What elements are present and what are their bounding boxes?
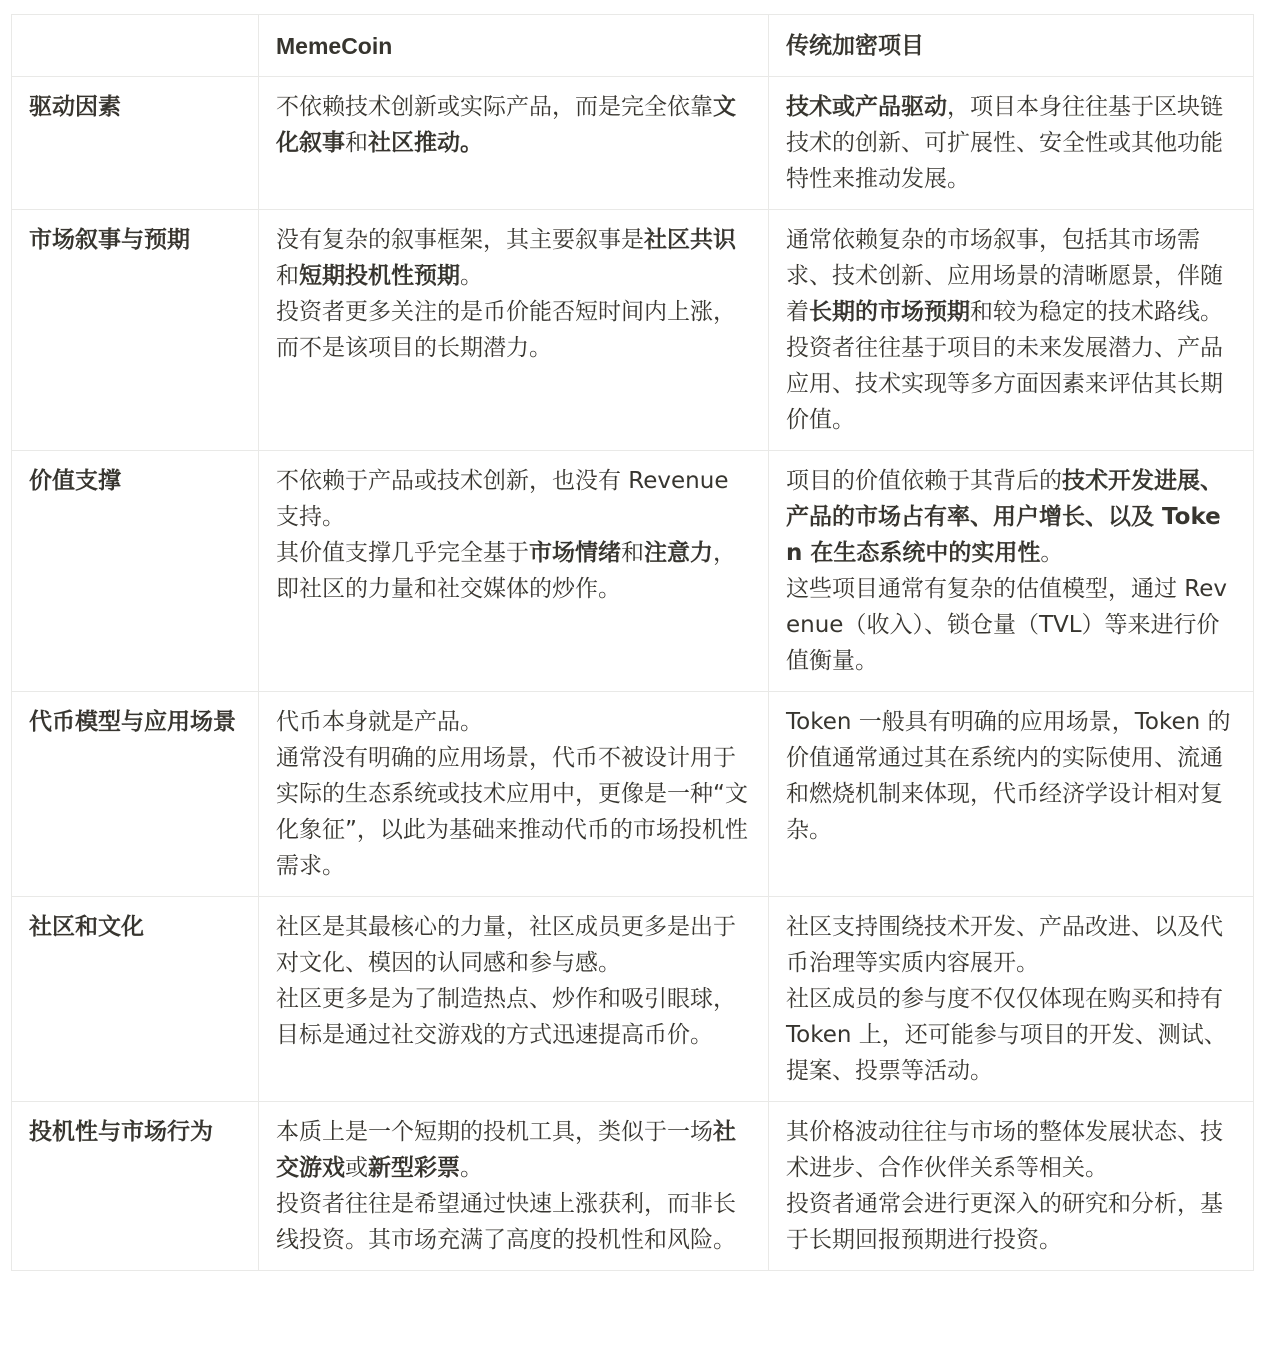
cell-paragraph xyxy=(276,89,752,161)
traditional-cell xyxy=(769,897,1254,1102)
cell-paragraph xyxy=(276,222,752,294)
cell-paragraph xyxy=(786,1114,1237,1186)
bold-text: 新型彩票 xyxy=(368,1155,460,1181)
text-run: 投资者通常会进行更深入的研究和分析，基于长期回报预期进行投资。 xyxy=(786,1191,1223,1253)
text-run: 不依赖于产品或技术创新，也没有 Revenue 支持。 xyxy=(276,468,729,530)
bold-text: 市场情绪 xyxy=(529,540,621,566)
table-row xyxy=(12,692,1254,897)
memecoin-cell xyxy=(259,210,769,451)
text-run: 社区是其最核心的力量，社区成员更多是出于对文化、模因的认同感和参与感。 xyxy=(276,914,736,976)
cell-paragraph xyxy=(276,1114,752,1186)
cell-paragraph xyxy=(276,704,752,740)
memecoin-cell xyxy=(259,77,769,210)
memecoin-cell xyxy=(259,692,769,897)
text-run: 投资者往往是希望通过快速上涨获利，而非长线投资。其市场充满了高度的投机性和风险。 xyxy=(276,1191,736,1253)
cell-paragraph xyxy=(276,294,752,366)
text-run: 不依赖技术创新或实际产品，而是完全依靠 xyxy=(276,94,713,120)
traditional-cell xyxy=(769,692,1254,897)
bold-text: 注意力 xyxy=(644,540,713,566)
text-run: 通常没有明确的应用场景，代币不被设计用于实际的生态系统或技术应用中，更像是一种“文化象征”，以此为基础来推动代币的市场投机性需求。 xyxy=(276,745,748,879)
text-run: 本质上是一个短期的投机工具，类似于一场 xyxy=(276,1119,713,1145)
memecoin-cell xyxy=(259,897,769,1102)
cell-paragraph xyxy=(786,463,1237,571)
text-run: 其价值支撑几乎完全基于 xyxy=(276,540,529,566)
text-run: 。 xyxy=(460,1155,483,1181)
cell-paragraph xyxy=(276,1186,752,1258)
text-run: 代币本身就是产品。 xyxy=(276,709,483,735)
cell-paragraph xyxy=(786,981,1237,1089)
text-run: 投资者往往基于项目的未来发展潜力、产品应用、技术实现等多方面因素来评估其长期价值。 xyxy=(786,335,1223,433)
cell-paragraph xyxy=(786,330,1237,438)
text-run: 和 xyxy=(345,130,368,156)
header-blank-cell xyxy=(12,15,259,77)
comparison-table xyxy=(11,14,1254,1271)
text-run: 项目的价值依赖于其背后的 xyxy=(786,468,1062,494)
bold-text: 社交游戏 xyxy=(276,1119,736,1181)
bold-text: 短期投机性预期 xyxy=(299,263,460,289)
bold-text: 社区共识 xyxy=(644,227,736,253)
traditional-cell xyxy=(769,210,1254,451)
bold-text: 社区推动。 xyxy=(368,130,483,156)
row-label: 驱动因素 xyxy=(12,77,259,210)
text-run: ，即社区的力量和社交媒体的炒作。 xyxy=(276,540,736,602)
bold-text: 长期的市场预期 xyxy=(809,299,970,325)
text-run: 和 xyxy=(621,540,644,566)
memecoin-cell xyxy=(259,1102,769,1271)
text-run: 和 xyxy=(276,263,299,289)
bold-text: 文化叙事 xyxy=(276,94,736,156)
row-label: 价值支撑 xyxy=(12,451,259,692)
table-header-row xyxy=(12,15,1254,77)
text-run: 社区成员的参与度不仅仅体现在购买和持有 Token 上，还可能参与项目的开发、测试、提案、投票等活动。 xyxy=(786,986,1227,1084)
table-row xyxy=(12,210,1254,451)
text-run: 和较为稳定的技术路线。 xyxy=(970,299,1223,325)
row-label: 投机性与市场行为 xyxy=(12,1102,259,1271)
row-label: 代币模型与应用场景 xyxy=(12,692,259,897)
cell-paragraph xyxy=(786,1186,1237,1258)
text-run: 其价格波动往往与市场的整体发展状态、技术进步、合作伙伴关系等相关。 xyxy=(786,1119,1223,1181)
traditional-cell xyxy=(769,77,1254,210)
text-run: 或 xyxy=(345,1155,368,1181)
memecoin-cell xyxy=(259,451,769,692)
text-run: ，项目本身往往基于区块链技术的创新、可扩展性、安全性或其他功能特性来推动发展。 xyxy=(786,94,1223,192)
cell-paragraph xyxy=(276,909,752,981)
text-run: Token 一般具有明确的应用场景，Token 的价值通常通过其在系统内的实际使用、流通和燃烧机制来体现，代币经济学设计相对复杂。 xyxy=(786,709,1231,843)
header-memecoin: MemeCoin xyxy=(259,15,769,77)
text-run: 社区支持围绕技术开发、产品改进、以及代币治理等实质内容展开。 xyxy=(786,914,1223,976)
comparison-table-container xyxy=(11,14,1253,1271)
text-run: 这些项目通常有复杂的估值模型，通过 Revenue（收入）、锁仓量（TVL）等来进行价值衡量。 xyxy=(786,576,1228,674)
cell-paragraph xyxy=(276,535,752,607)
text-run: 社区更多是为了制造热点、炒作和吸引眼球，目标是通过社交游戏的方式迅速提高币价。 xyxy=(276,986,736,1048)
table-body xyxy=(12,77,1254,1271)
text-run: 。 xyxy=(460,263,483,289)
cell-paragraph xyxy=(786,704,1237,848)
text-run: 通常依赖复杂的市场叙事，包括其市场需求、技术创新、应用场景的清晰愿景，伴随着 xyxy=(786,227,1223,325)
text-run: 。 xyxy=(1040,540,1064,566)
row-label: 市场叙事与预期 xyxy=(12,210,259,451)
table-row xyxy=(12,1102,1254,1271)
bold-text: 技术开发进展、产品的市场占有率、用户增长、以及 Token 在生态系统中的实用性 xyxy=(786,468,1223,566)
cell-paragraph xyxy=(786,571,1237,679)
bold-text: 技术或产品驱动 xyxy=(786,94,947,120)
text-run: 投资者更多关注的是币价能否短时间内上涨，而不是该项目的长期潜力。 xyxy=(276,299,736,361)
traditional-cell xyxy=(769,1102,1254,1271)
traditional-cell xyxy=(769,451,1254,692)
header-traditional-crypto: 传统加密项目 xyxy=(769,15,1254,77)
cell-paragraph xyxy=(786,222,1237,330)
cell-paragraph xyxy=(276,463,752,535)
cell-paragraph xyxy=(786,909,1237,981)
row-label: 社区和文化 xyxy=(12,897,259,1102)
table-row xyxy=(12,77,1254,210)
text-run: 没有复杂的叙事框架，其主要叙事是 xyxy=(276,227,644,253)
cell-paragraph xyxy=(786,89,1237,197)
cell-paragraph xyxy=(276,981,752,1053)
cell-paragraph xyxy=(276,740,752,884)
table-row xyxy=(12,897,1254,1102)
table-row xyxy=(12,451,1254,692)
